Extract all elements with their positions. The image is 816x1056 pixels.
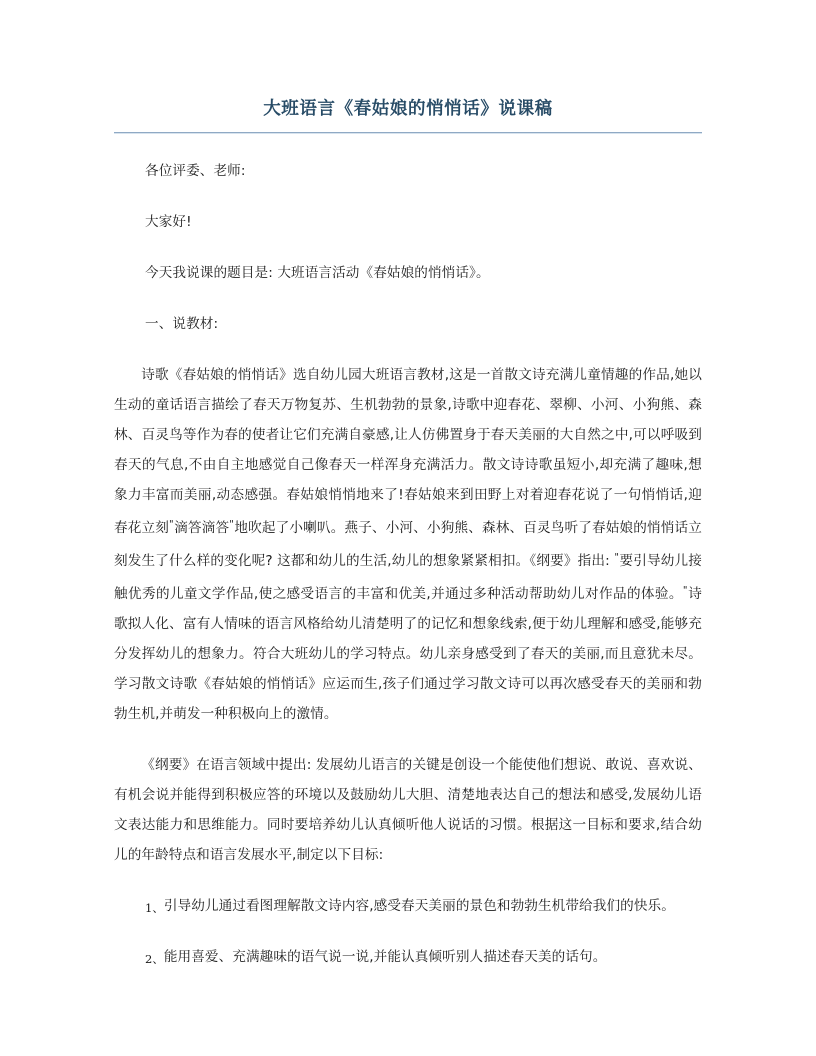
quote-mark-open-1: " <box>169 519 175 531</box>
paragraph-outline-goals: 《纲要》在语言领域中提出: 发展幼儿语言的关键是创设一个能使他们想说、敢说、喜欢说、有机会说并能得到积极应答的环境以及鼓励幼儿大胆、清楚地表达自己的想法和感受,发展幼儿语文表达能力和思维能力。同时要培养幼儿认真倾听他人说话的习惯。根据这一目标和要求,结合幼儿的年龄特点和语言发展水平,制定以下目标: <box>114 757 702 864</box>
paragraph-1-quote-2: 要引导幼儿接触优秀的儿童文学作品,使之感受语言的丰富和优美,并通过多种活动帮助幼儿对作品的体验。 <box>114 553 702 603</box>
paragraph-1-part-a: 诗歌《春姑娘的悄悄话》选自幼儿园大班语言教材,这是一首散文诗充满儿童情趣的作品,她以生动的童话语言描绘了春天万物复苏、生机勃勃的景象,诗歌中迎春花、翠柳、小河、小狗熊、森林、百灵鸟等作为春的使者让它们充满自豪感,让人仿佛置身于春天美丽的大自然之中,可以呼吸到春天的气息,不由自主地感觉自己像春天一样浑身充满活力。散文诗诗歌虽短小,却充满了趣味,想象力丰富而美丽,动态感强。春姑娘悄悄地来了!春姑娘来到田野上对着迎春花说了一句悄悄话,迎春花立刻 <box>114 367 702 537</box>
paragraph-1-quote-1: 滴答滴答 <box>174 520 230 537</box>
list-item-number: 1、 <box>145 901 164 916</box>
paragraph-1-part-c: 诗歌拟人化、富有人情味的语言风格给幼儿清楚明了的记忆和想象线索,便于幼儿理解和感受,能够充分发挥幼儿的想象力。符合大班幼儿的学习特点。幼儿亲身感受到了春天的美丽,而且意犹未尽。学习散文诗歌《春姑娘的悄悄话》应运而生,孩子们通过学习散文诗可以再次感受春天的美丽和勃勃生机,并萌发一种积极向上的激情。 <box>114 586 702 723</box>
quote-mark-open-2: " <box>614 552 620 564</box>
title-divider <box>114 132 702 134</box>
document-body <box>114 156 702 972</box>
paragraph-1-part-b: 地吹起了小喇叭。燕子、小河、小狗熊、森林、百灵鸟听了春姑娘的悄悄话立刻发生了什么样的变化呢? 这都和幼儿的生活,幼儿的想象紧紧相扣。《纲要》指出: <box>114 520 703 570</box>
paragraph-teaching-material <box>114 360 702 729</box>
section-heading-teaching-material: 一、说教材: <box>145 316 219 333</box>
quote-mark-close-1: " <box>229 519 235 531</box>
topic-line: 今天我说课的题目是: 大班语言活动《春姑娘的悄悄话》。 <box>145 265 490 282</box>
list-item-number: 2、 <box>145 952 164 967</box>
greeting-line: 大家好! <box>145 214 192 231</box>
list-item-text: 能用喜爱、充满趣味的语气说一说,并能认真倾听别人描述春天美的话句。 <box>163 949 607 966</box>
quote-mark-close-2: " <box>682 585 688 597</box>
list-item <box>114 891 702 921</box>
page-title: 大班语言《春姑娘的悄悄话》说课稿 <box>263 99 553 119</box>
list-item-text: 引导幼儿通过看图理解散文诗内容,感受春天美丽的景色和勃勃生机带给我们的快乐。 <box>163 898 675 915</box>
list-item <box>114 942 702 972</box>
salutation-line: 各位评委、老师: <box>145 163 246 180</box>
document-content <box>114 0 702 993</box>
